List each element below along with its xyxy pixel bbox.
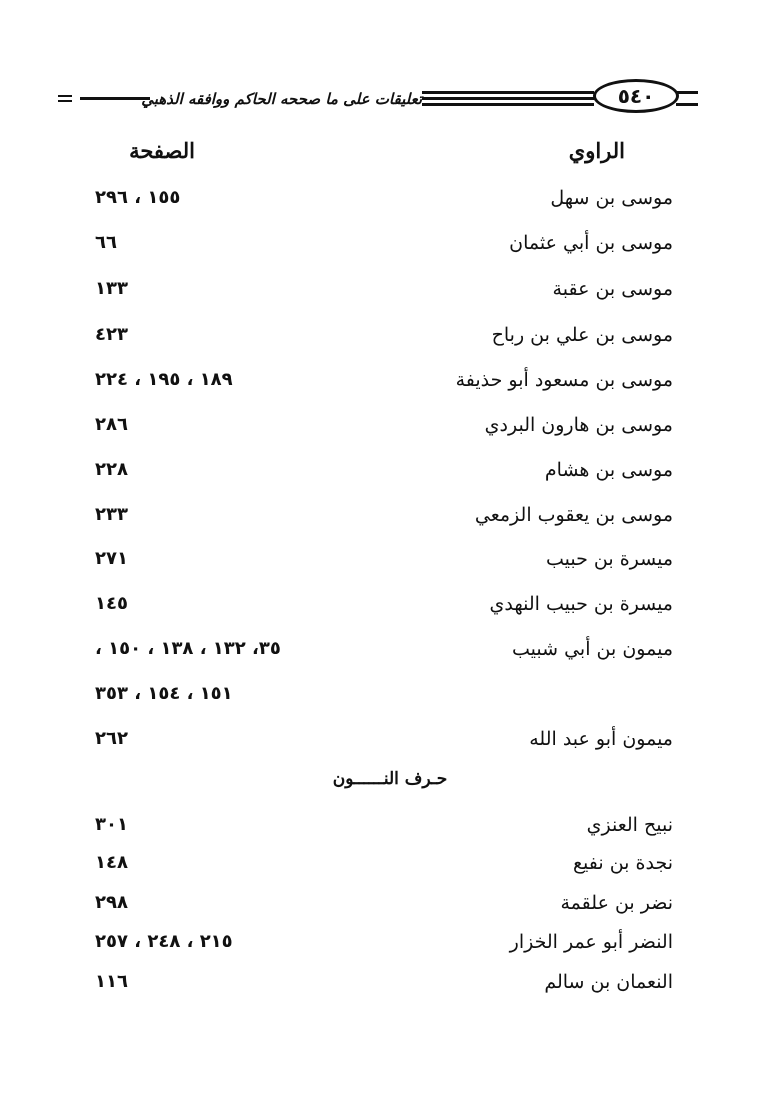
narrator-name: موسى بن مسعود أبو حذيفة	[455, 369, 673, 391]
index-row	[0, 632, 773, 666]
index-row	[0, 318, 773, 352]
page-references: ١٨٩ ، ١٩٥ ، ٢٢٤	[95, 369, 233, 390]
narrator-name: النعمان بن سالم	[544, 971, 673, 993]
page-number: ٥٤٠	[593, 79, 679, 113]
index-row	[0, 408, 773, 442]
index-row	[0, 498, 773, 532]
index-row	[0, 181, 773, 215]
narrator-name: ميمون أبو عبد الله	[529, 728, 673, 750]
narrator-name: ميسرة بن حبيب النهدي	[489, 593, 673, 615]
page-column-heading: الصفحة	[129, 138, 195, 163]
narrator-name: موسى بن أبي عثمان	[509, 232, 673, 254]
header-rule	[422, 91, 594, 94]
page-references: ٣٥، ١٣٢ ، ١٣٨ ، ١٥٠ ،	[95, 638, 281, 659]
index-row	[0, 886, 773, 920]
narrator-name: موسى بن سهل	[550, 187, 673, 209]
header-rule	[676, 91, 698, 94]
index-row	[0, 226, 773, 260]
index-row	[0, 453, 773, 487]
running-title: تعليقات على ما صححه الحاكم ووافقه الذهبي	[141, 90, 422, 108]
index-row	[0, 925, 773, 959]
narrator-name: موسى بن عقبة	[552, 278, 673, 300]
header-rule	[80, 97, 150, 100]
page-header	[50, 75, 690, 119]
narrator-name: نبيح العنزي	[586, 814, 673, 836]
index-row-continuation	[0, 677, 773, 711]
index-row	[0, 965, 773, 999]
narrator-name: ميمون بن أبي شبيب	[512, 638, 673, 660]
header-rule	[676, 103, 698, 106]
index-row	[0, 542, 773, 576]
header-rule	[422, 97, 594, 100]
page-references: ١١٦	[95, 971, 128, 992]
page-references: ١٥٥ ، ٢٩٦	[95, 187, 181, 208]
narrator-column-heading: الراوي	[568, 138, 625, 163]
index-row	[0, 272, 773, 306]
page-references: ٢٩٨	[95, 892, 128, 913]
narrator-name: موسى بن يعقوب الزمعي	[474, 504, 673, 526]
narrator-name: نضر بن علقمة	[560, 892, 673, 914]
index-row	[0, 587, 773, 621]
narrator-name: موسى بن هارون البردي	[484, 414, 673, 436]
page-references: ٣٠١	[95, 814, 128, 835]
narrator-name: ميسرة بن حبيب	[546, 548, 673, 570]
narrator-name: موسى بن هشام	[544, 459, 673, 481]
page-references: ١٤٥	[95, 593, 128, 614]
page-references: ٢٢٨	[95, 459, 128, 480]
index-row	[0, 722, 773, 756]
page-references: ٢١٥ ، ٢٤٨ ، ٢٥٧	[95, 931, 233, 952]
narrator-name: نجدة بن نفيع	[572, 852, 673, 874]
page-references: ٢٨٦	[95, 414, 128, 435]
page-references: ١٤٨	[95, 852, 128, 873]
page-references: ٢٦٢	[95, 728, 128, 749]
page-references: ٦٦	[95, 232, 117, 253]
page-references: ١٥١ ، ١٥٤ ، ٣٥٣	[95, 683, 233, 704]
index-row	[0, 363, 773, 397]
page-references: ٢٧١	[95, 548, 128, 569]
index-row	[0, 846, 773, 880]
page-references: ٤٢٣	[95, 324, 128, 345]
narrator-name: النضر أبو عمر الخزار	[509, 931, 673, 953]
header-rule	[422, 103, 594, 106]
narrator-name: موسى بن علي بن رباح	[491, 324, 673, 346]
header-end-marks	[58, 95, 72, 104]
page-references: ١٣٣	[95, 278, 128, 299]
section-heading: حـرف النــــــون	[332, 769, 448, 789]
page-references: ٢٣٣	[95, 504, 128, 525]
index-row	[0, 808, 773, 842]
